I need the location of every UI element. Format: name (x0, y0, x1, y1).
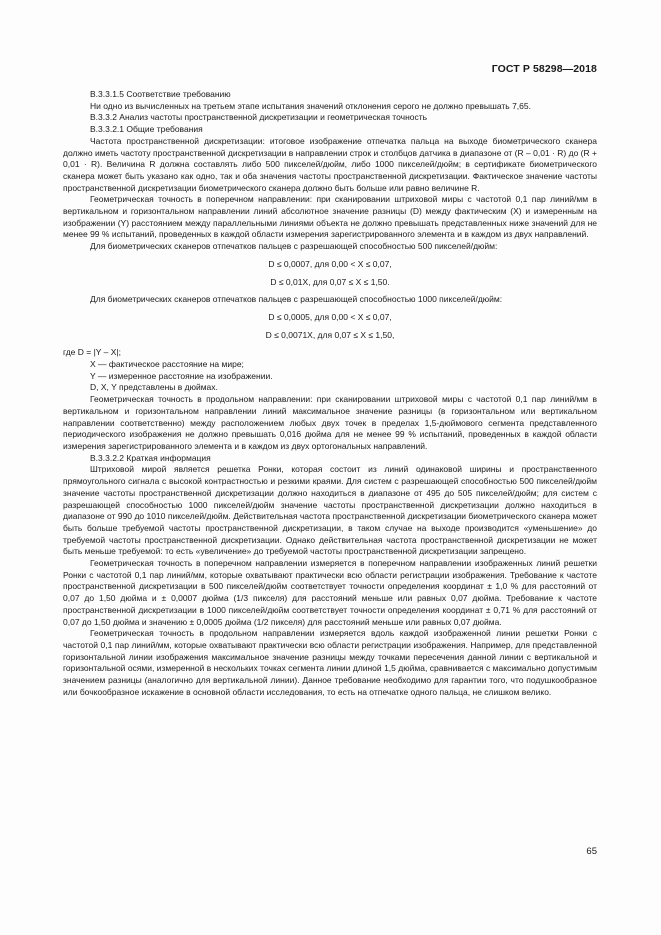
paragraph: Геометрическая точность в поперечном направлении: при сканировании штриховой миры с частотой 0,1 пар линий/мм в вертикальном и горизонтальном направлении линий абсолютное значение разницы (D) между фактическим (X) и измеренным на изображении (Y) расстоянием между параллельными линиями объекта не должно превышать представленных ниже значений для не менее 99 % испытаний, проведенных в каждой области измерения зарегистрированного элемента и в каждом из двух направлений. (63, 194, 597, 240)
formula: D ≤ 0,0071X, для 0,07 ≤ X ≤ 1,50, (265, 329, 395, 340)
formula: D ≤ 0,01X, для 0,07 ≤ X ≤ 1,50. (270, 276, 390, 287)
formula: D ≤ 0,0007, для 0,00 < X ≤ 0,07, (268, 258, 392, 269)
section-heading: В.3.3.2.1 Общие требования (90, 124, 203, 135)
paragraph: Для биометрических сканеров отпечатков пальцев с разрешающей способностью 500 пикселей/дюйм: (90, 241, 498, 252)
definition: Y — измеренное расстояние на изображении. (90, 370, 273, 381)
page-number: 65 (586, 846, 597, 857)
paragraph: Частота пространственной дискретизации: итоговое изображение отпечатка пальца на выходе биометрического сканера должно иметь частоту пространственной дискретизации в направлении строк и столбцов датчика в диапазоне от (R – 0,01 · R) до (R + 0,01 · R). Величина R должна составлять либо 500 пикселей/дюйм, либо 1000 пикселей/дюйм; в сертификате биометрического сканера может быть указано как одно, так и оба значения частоты пространственной дискретизации. Фактическое значение частоты пространственной дискретизации биометрического сканера должно быть больше или равно величине R. (63, 135, 597, 193)
paragraph: Ни одно из вычисленных на третьем этапе испытания значений отклонения серого не должно превышать 7,65. (90, 100, 531, 111)
document-id: ГОСТ Р 58298—2018 (491, 63, 597, 75)
paragraph: D, X, Y представлены в дюймах. (90, 382, 218, 393)
page-body (63, 89, 597, 698)
section-heading: В.3.3.1.5 Соответствие требованию (90, 89, 231, 99)
definition-intro: где D = |Y – X|; (63, 347, 122, 358)
formula: D ≤ 0,0005, для 0,00 < X ≤ 0,07, (268, 311, 392, 322)
paragraph: Штриховой мирой является решетка Ронки, которая состоит из линий одинаковой ширины и пространственного прямоугольного сигнала с высокой контрастностью и резкими краями. Для систем с разрешающей способностью 500 пикселей/дюйм значение частоты пространственной дискретизации должно находиться в диапазоне от 495 до 505 пикселей/дюйм; для систем с разрешающей способностью 1000 пикселей/дюйм значение частоты пространственной дискретизации должно находиться в диапазоне от 990 до 1010 пикселей/дюйм. Действительная частота пространственной дискретизации биометрического сканера может быть больше требуемой частоты пространственной дискретизации, в таком случае на выходе производится «уменьшение» до требуемой частоты пространственной дискретизации. Однако действительная частота пространственной дискретизации не может быть меньше требуемой: то есть «увеличение» до требуемой частоты пространственной дискретизации запрещено. (63, 464, 597, 557)
definition: X — фактическое расстояние на мире; (90, 359, 244, 370)
section-heading: В.3.3.2.2 Краткая информация (90, 452, 211, 463)
paragraph: Геометрическая точность в поперечном направлении измеряется в поперечном направлении изображенных линий решетки Ронки с частотой 0,1 пар линий/мм, которые охватывают практически всю области регистрации изображения. Требование к частоте пространственной дискретизации в 500 пикселей/дюйм соответствует точности определения координат ± 1,0 % для расстояний от 0,07 до 1,50 дюйма и ± 0,0007 дюйма (1/3 пикселя) для расстояний меньше или равных 0,07 дюйма. Требование к частоте пространственной дискретизации в 1000 пикселей/дюйм соответствует точности определения координат ± 0,71 % для расстояний от 0,07 до 1,50 дюйма и значению ± 0,0005 дюйма (1/2 пикселя) для расстояний меньше или равных 0,07 дюйма. (63, 558, 597, 627)
paragraph: Для биометрических сканеров отпечатков пальцев с разрешающей способностью 1000 пикселей/дюйм: (90, 294, 503, 305)
section-heading: В.3.3.2 Анализ частоты пространственной дискретизации и геометрическая точность (90, 112, 428, 123)
paragraph: Геометрическая точность в продольном направлении измеряется вдоль каждой изображенной линии решетки Ронки с частотой 0,1 пар линий/мм, которые охватывают практически всю области регистрации изображения. Например, для представленной горизонтальной линии изображения максимальное значение разницы между точками пересечения данной линии с вертикальной и горизонтальной осями, измеренной в нескольких точках сегмента линии длиной 1,5 дюйма, сравнивается с максимально допустимым значением разницы (аналогично для вертикальной линии). Данное требование необходимо для гарантии того, что подушкообразное или бочкообразное искажение в основной области исследования, то есть на отпечатке одного пальца, не слишком велико. (63, 628, 597, 697)
paragraph: Геометрическая точность в продольном направлении: при сканировании штриховой миры с частотой 0,1 пар линий/мм в вертикальном и горизонтальном направлении линий максимальное значение разницы (в горизонтальном или вертикальном направлении соответственно) между расположением любых двух точек в пределах 1,5-дюймового сегмента представленного периодического изображения не должно превышать 0,016 дюйма для не менее 99 % испытаний, проведенных в каждой области измерения зарегистрированного элемента и в каждом из двух ортогональных направлений. (63, 394, 597, 451)
